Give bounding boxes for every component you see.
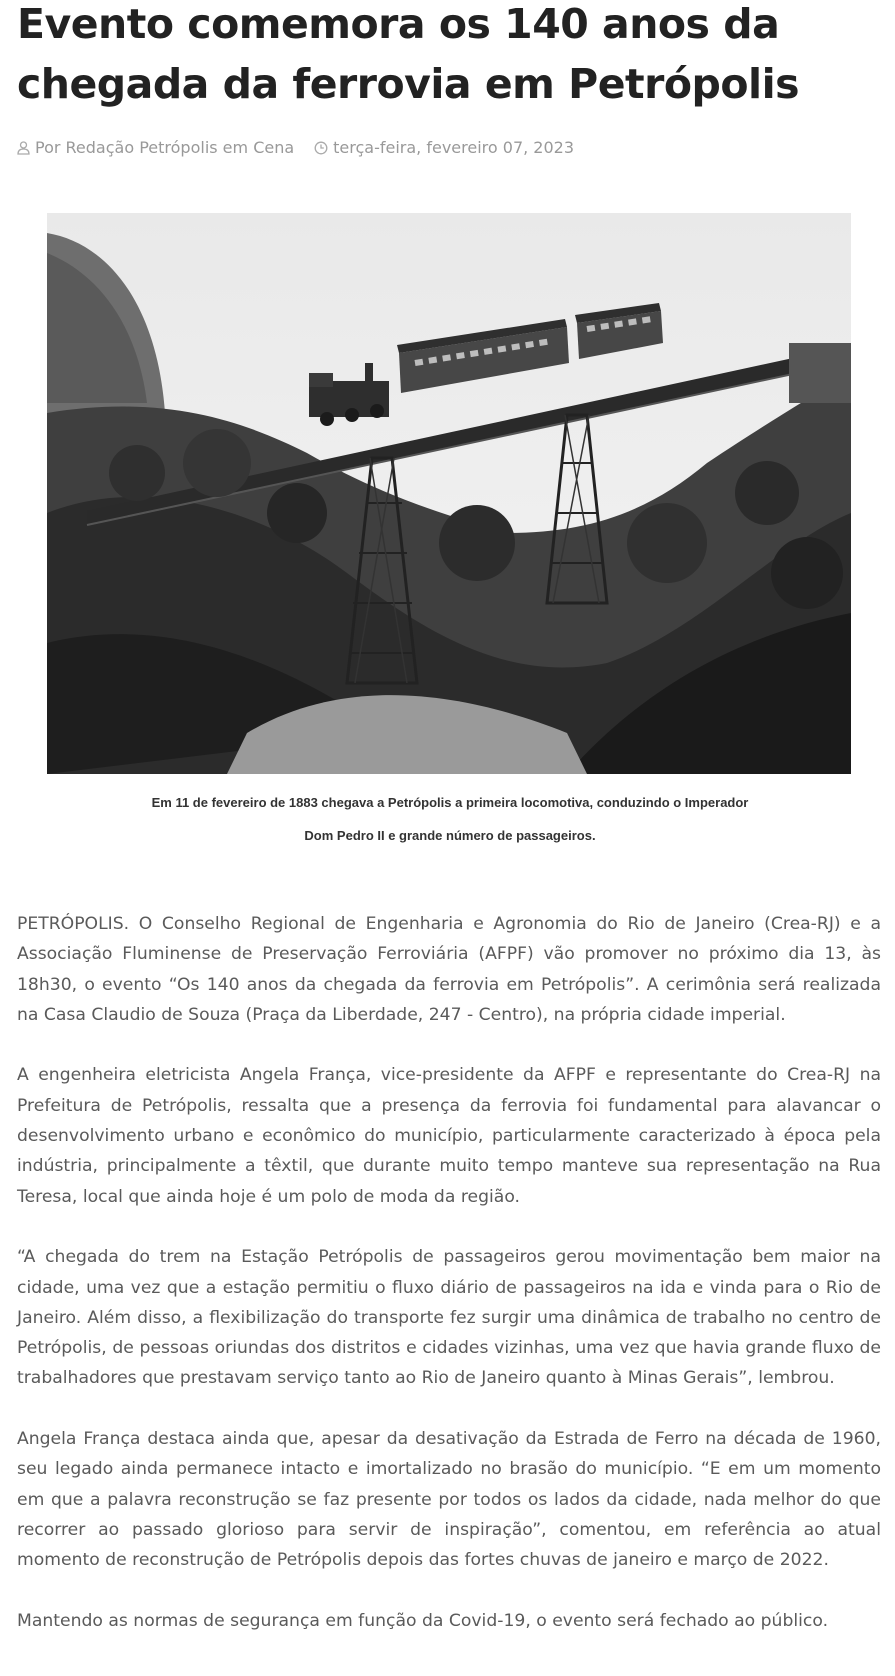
paragraph: Mantendo as normas de segurança em função da Covid-19, o evento será fechado ao público. [17, 1610, 829, 1631]
author-link[interactable]: Por Redação Petrópolis em Cena [35, 138, 295, 157]
paragraph: Angela França destaca ainda que, apesar da desativação da Estrada de Ferro na década de 1960, seu legado ainda permanece intacto e imortalizado no brasão do município. “E em um momento em que a palavra reconstrução se faz presente por todos os lados da cidade, nada melhor do que recorrer ao passado glorioso para servir de inspiração”, comentou, em referência ao atual momento de reconstrução de Petrópolis depois das fortes chuvas de janeiro e março de 2022. [17, 1429, 881, 1571]
article-title: Evento comemora os 140 anos da chegada da ferrovia em Petrópolis [17, 0, 800, 108]
paragraph: PETRÓPOLIS. O Conselho Regional de Engenharia e Agronomia do Rio de Janeiro (Crea-RJ) e a Associação Fluminense de Preservação Ferroviária (AFPF) vão promover no próximo dia 13, às 18h30, o evento “Os 140 anos da chegada da ferrovia em Petrópolis”. A cerimônia será realizada na Casa Claudio de Souza (Praça da Liberdade, 247 - Centro), na própria cidade imperial. [17, 914, 881, 1025]
caption-line-2: Dom Pedro II e grande número de passageiros. [304, 828, 596, 843]
author-meta [17, 138, 294, 157]
article-photo[interactable] [47, 213, 851, 774]
article-meta [17, 138, 594, 157]
date-meta [314, 138, 574, 157]
caption-line-1: Em 11 de fevereiro de 1883 chegava a Petrópolis a primeira locomotiva, conduzindo o Imperador [151, 795, 749, 810]
clock-icon [314, 141, 328, 155]
photo-caption [40, 786, 860, 852]
paragraph: “A chegada do trem na Estação Petrópolis de passageiros gerou movimentação bem maior na cidade, uma vez que a estação permitiu o fluxo diário de passageiros na ida e vinda para o Rio de Janeiro. Além disso, a flexibilização do transporte fez surgir uma dinâmica de trabalho no centro de Petrópolis, de pessoas oriundas dos distritos e cidades vizinhas, uma vez que havia grande fluxo de trabalhadores que prestavam serviço tanto ao Rio de Janeiro quanto à Minas Gerais”, lembrou. [17, 1247, 881, 1389]
publish-date: terça-feira, fevereiro 07, 2023 [333, 138, 575, 157]
user-icon [17, 141, 30, 155]
article-body [17, 909, 881, 1666]
paragraph: A engenheira eletricista Angela França, vice-presidente da AFPF e representante do Crea-RJ na Prefeitura de Petrópolis, ressalta que a presença da ferrovia foi fundamental para alavancar o desenvolvimento urbano e econômico do município, particularmente caracterizado à época pela indústria, principalmente a têxtil, que durante muito tempo manteve sua representação na Rua Teresa, local que ainda hoje é um polo de moda da região. [17, 1065, 881, 1207]
historic-train-bridge-photo [47, 213, 851, 774]
